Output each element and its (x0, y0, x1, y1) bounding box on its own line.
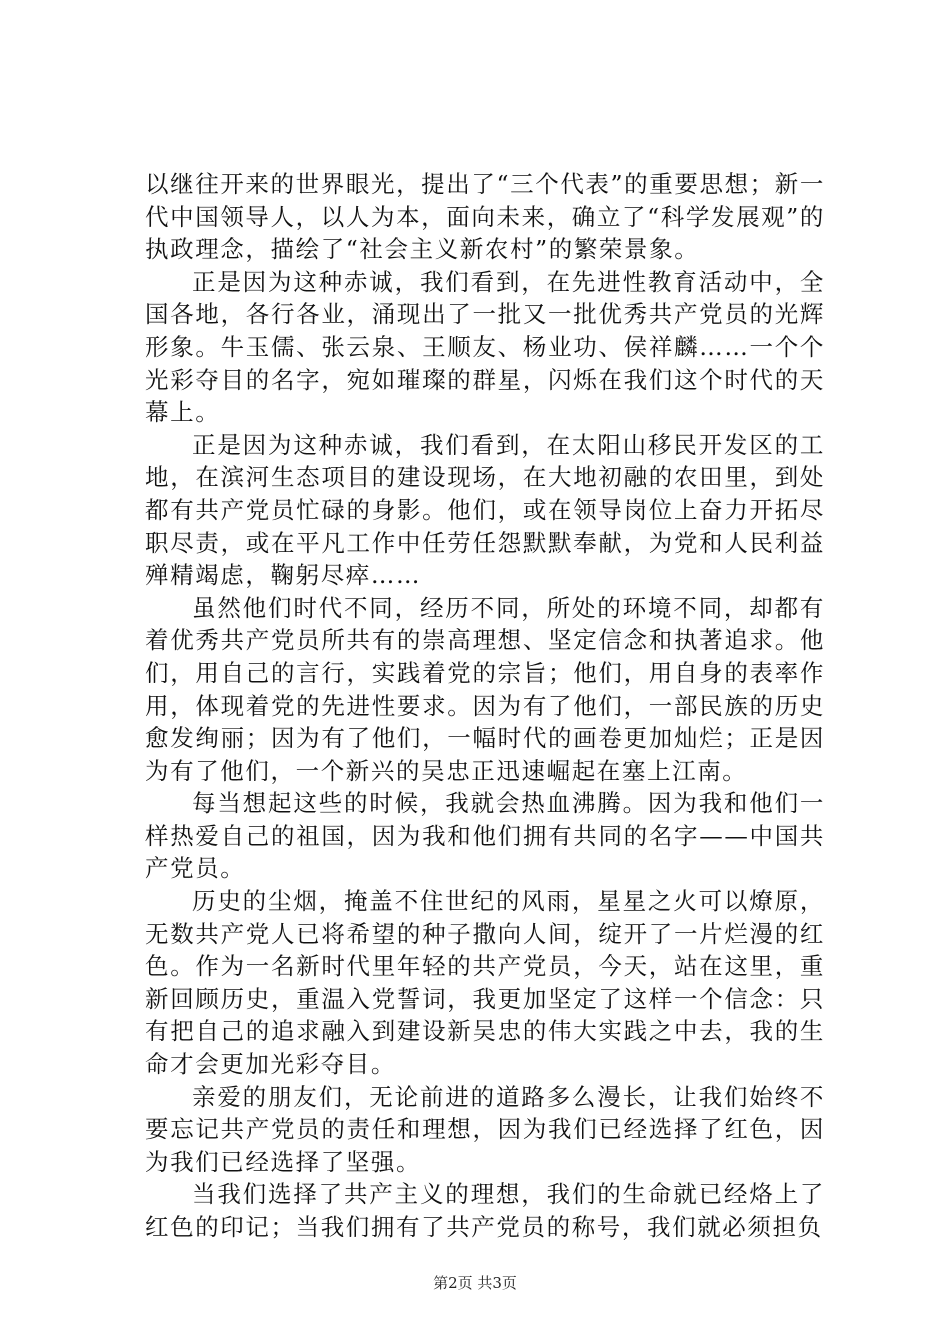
document-body (145, 168, 825, 1244)
paragraph: 虽然他们时代不同，经历不同，所处的环境不同，却都有着优秀共产党员所共有的崇高理想、坚定信念和执著追求。他们，用自己的言行，实践着党的宗旨；他们，用自身的表率作用，体现着党的先进性要求。因为有了他们，一部民族的历史愈发绚丽；因为有了他们，一幅时代的画卷更加灿烂；正是因为有了他们，一个新兴的吴忠正迅速崛起在塞上江南。 (145, 593, 825, 785)
page-footer (0, 1273, 950, 1293)
paragraph: 亲爱的朋友们，无论前进的道路多么漫长，让我们始终不要忘记共产党员的责任和理想，因为我们已经选择了红色，因为我们已经选择了坚强。 (145, 1082, 825, 1176)
page-number: 第2页 共3页 (433, 1274, 517, 1292)
paragraph: 正是因为这种赤诚，我们看到，在先进性教育活动中，全国各地，各行各业，涌现出了一批又一批优秀共产党员的光辉形象。牛玉儒、张云泉、王顺友、杨业功、侯祥麟……一个个光彩夺目的名字，宛如璀璨的群星，闪烁在我们这个时代的天幕上。 (145, 267, 825, 427)
paragraph: 当我们选择了共产主义的理想，我们的生命就已经烙上了红色的印记；当我们拥有了共产党员的称号，我们就必须担负 (145, 1180, 825, 1241)
paragraph: 历史的尘烟，掩盖不住世纪的风雨，星星之火可以燎原，无数共产党人已将希望的种子撒向人间，绽开了一片烂漫的红色。作为一名新时代里年轻的共产党员，今天，站在这里，重新回顾历史，重温入党誓词，我更加坚定了这样一个信念：只有把自己的追求融入到建设新吴忠的伟大实践之中去，我的生命才会更加光彩夺目。 (145, 887, 825, 1079)
paragraph: 正是因为这种赤诚，我们看到，在太阳山移民开发区的工地，在滨河生态项目的建设现场，在大地初融的农田里，到处都有共产党员忙碌的身影。他们，或在领导岗位上奋力开拓尽职尽责，或在平凡工作中任劳任怨默默奉献，为党和人民利益殚精竭虑，鞠躬尽瘁…… (145, 430, 825, 590)
paragraph: 以继往开来的世界眼光，提出了“三个代表”的重要思想；新一代中国领导人，以人为本，面向未来，确立了“科学发展观”的执政理念，描绘了“社会主义新农村”的繁荣景象。 (145, 170, 825, 264)
paragraph: 每当想起这些的时候，我就会热血沸腾。因为我和他们一样热爱自己的祖国，因为我和他们拥有共同的名字——中国共产党员。 (145, 789, 825, 883)
